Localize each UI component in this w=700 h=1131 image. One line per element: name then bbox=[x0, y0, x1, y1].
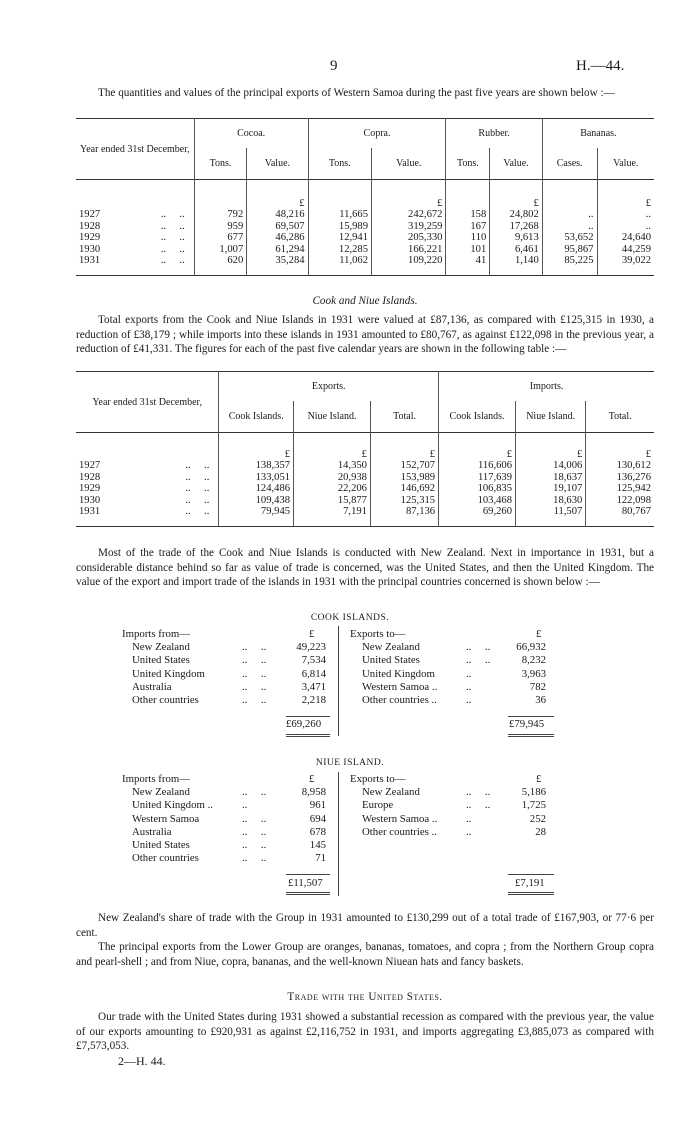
currency-cell: £ bbox=[372, 198, 446, 209]
table-cell: 242,672 bbox=[372, 209, 446, 221]
cook-exports-list bbox=[350, 628, 554, 707]
currency-cell bbox=[446, 198, 490, 209]
table-cell: 1,140 bbox=[490, 255, 543, 267]
amount: 961 bbox=[309, 799, 326, 812]
year-label: 1930 bbox=[79, 494, 101, 506]
table-cell: 125,315 bbox=[370, 495, 438, 507]
table-cell: 12,941 bbox=[308, 232, 371, 244]
cook-niue-table bbox=[76, 371, 654, 527]
leader-dots: .. .. bbox=[160, 209, 185, 220]
leader-dots: .. .. bbox=[185, 506, 210, 517]
leader-dots: .. .. bbox=[466, 786, 491, 799]
niue-imports-heading: Imports from— bbox=[122, 773, 191, 785]
year-cell bbox=[76, 244, 194, 256]
amount: 28 bbox=[535, 825, 546, 838]
leader-dots: .. .. bbox=[242, 839, 267, 852]
country-label: New Zealand bbox=[132, 641, 190, 654]
table-cell: 46,286 bbox=[247, 232, 308, 244]
amount: 8,958 bbox=[301, 786, 326, 799]
table-cell: .. bbox=[597, 209, 654, 221]
cook-imports-double-rule bbox=[286, 734, 330, 735]
intro-paragraph: The quantities and values of the principal exports of Western Samoa during the past five years are shown below :— bbox=[98, 87, 615, 99]
table-cell: 133,051 bbox=[219, 472, 294, 484]
cook-imports-double-rule bbox=[286, 736, 330, 737]
amount: 7,534 bbox=[301, 654, 326, 667]
cook-column-divider bbox=[338, 626, 339, 736]
list-item bbox=[122, 799, 337, 812]
list-item bbox=[122, 668, 337, 681]
country-label: United Kingdom .. bbox=[132, 799, 213, 812]
amount: 36 bbox=[535, 694, 546, 707]
subheader: Total. bbox=[370, 401, 438, 433]
subheader: Value. bbox=[247, 148, 308, 180]
niue-imports-double-rule bbox=[286, 892, 330, 893]
table-cell: 15,989 bbox=[308, 221, 371, 233]
table-cell: .. bbox=[597, 221, 654, 233]
list-item bbox=[122, 641, 337, 654]
table-cell: 24,802 bbox=[490, 209, 543, 221]
table-cell: 39,022 bbox=[597, 255, 654, 267]
niue-exports-double-rule bbox=[508, 894, 554, 895]
nz-share-paragraph: New Zealand's share of trade with the Group in 1931 amounted to £130,299 out of a total trade of £167,903, or 77·6 per cent. bbox=[76, 912, 654, 939]
cook-exports-double-rule bbox=[508, 736, 554, 737]
amount: 2,218 bbox=[301, 694, 326, 707]
year-cell bbox=[76, 483, 219, 495]
document-reference: H.—44. bbox=[576, 58, 625, 74]
table-cell: 53,652 bbox=[542, 232, 597, 244]
table-row bbox=[76, 472, 654, 484]
us-trade-paragraph: Our trade with the United States during 1931 showed a substantial recession as compared with the previous year, the value of our exports amounting to £920,931 as against £2,116,752 in 1931, and imports aggregating £3,885,073 as compared with £7,573,053. bbox=[76, 1011, 654, 1053]
table-cell: 319,259 bbox=[372, 221, 446, 233]
table-cell: 12,285 bbox=[308, 244, 371, 256]
year-cell bbox=[76, 472, 219, 484]
table-cell: 106,835 bbox=[439, 483, 516, 495]
table-cell: 109,438 bbox=[219, 495, 294, 507]
currency-cell: £ bbox=[370, 449, 438, 460]
table-row bbox=[76, 255, 654, 267]
leader-dots: .. bbox=[466, 825, 472, 838]
cook-imports-currency: £ bbox=[309, 628, 315, 640]
table-cell: 41 bbox=[446, 255, 490, 267]
samoa-exports-table bbox=[76, 118, 654, 276]
list-item bbox=[350, 668, 554, 681]
niue-imports-double-rule bbox=[286, 894, 330, 895]
amount: 252 bbox=[529, 812, 546, 825]
leader-dots: .. .. bbox=[185, 460, 210, 471]
table-cell: 138,357 bbox=[219, 460, 294, 472]
table-cell: 79,945 bbox=[219, 506, 294, 518]
year-cell bbox=[76, 232, 194, 244]
subheader: Tons. bbox=[446, 148, 490, 180]
table-cell: 95,867 bbox=[542, 244, 597, 256]
cook-niue-caption: Cook and Niue Islands. bbox=[312, 295, 418, 307]
currency-cell bbox=[542, 198, 597, 209]
table-row bbox=[76, 232, 654, 244]
table-cell: 9,613 bbox=[490, 232, 543, 244]
country-label: United States bbox=[132, 839, 190, 852]
amount: 5,186 bbox=[521, 786, 546, 799]
country-label: Europe bbox=[362, 799, 394, 812]
footer-signature: 2—H. 44. bbox=[118, 1054, 166, 1068]
table-cell: 116,606 bbox=[439, 460, 516, 472]
amount: 71 bbox=[315, 852, 326, 865]
year-label: 1931 bbox=[79, 506, 101, 517]
year-label: 1929 bbox=[79, 232, 101, 243]
country-label: Australia bbox=[132, 825, 172, 838]
table-cell: 7,191 bbox=[294, 506, 371, 518]
leader-dots: .. .. bbox=[242, 812, 267, 825]
table-cell: 1,007 bbox=[194, 244, 247, 256]
table-cell: 11,062 bbox=[308, 255, 371, 267]
table-row bbox=[76, 209, 654, 221]
list-item bbox=[350, 641, 554, 654]
table-row bbox=[76, 244, 654, 256]
table-cell: 19,107 bbox=[516, 483, 586, 495]
list-item bbox=[350, 694, 554, 707]
leader-dots: .. .. bbox=[160, 255, 185, 266]
list-item bbox=[350, 826, 554, 839]
table-row bbox=[76, 506, 654, 518]
year-label: 1930 bbox=[79, 243, 101, 255]
table-cell: 130,612 bbox=[586, 460, 654, 472]
subheader: Cases. bbox=[542, 148, 597, 180]
amount: 678 bbox=[309, 825, 326, 838]
list-item bbox=[122, 694, 337, 707]
table-cell: 69,507 bbox=[247, 221, 308, 233]
subheader: Tons. bbox=[308, 148, 371, 180]
cook-exports-total-rule bbox=[508, 716, 554, 717]
principal-exports-paragraph: The principal exports from the Lower Group are oranges, bananas, tomatoes, and copra ; from the Northern Group copra and pearl-shell ; and from Niue, copra, bananas, and the well-known Niuean hats and fancy baskets. bbox=[76, 941, 654, 968]
group-header-rubber: Rubber. bbox=[446, 119, 542, 148]
year-cell bbox=[76, 209, 194, 221]
currency-cell: £ bbox=[490, 198, 543, 209]
country-label: Western Samoa .. bbox=[362, 812, 438, 825]
leader-dots: .. .. bbox=[242, 641, 267, 654]
table-cell: 18,637 bbox=[516, 472, 586, 484]
year-label: 1927 bbox=[79, 460, 101, 471]
table-cell: 14,006 bbox=[516, 460, 586, 472]
currency-cell: £ bbox=[586, 449, 654, 460]
table-cell: 122,098 bbox=[586, 495, 654, 507]
list-item bbox=[122, 654, 337, 667]
list-item bbox=[122, 826, 337, 839]
table-cell: 17,268 bbox=[490, 221, 543, 233]
table-cell: 18,630 bbox=[516, 495, 586, 507]
subheader: Value. bbox=[597, 148, 654, 180]
table-row bbox=[76, 460, 654, 472]
group-header-bananas: Bananas. bbox=[542, 119, 654, 148]
table-cell: 48,216 bbox=[247, 209, 308, 221]
leader-dots: .. .. bbox=[242, 680, 267, 693]
cook-exports-currency: £ bbox=[536, 628, 542, 640]
table-cell: 20,938 bbox=[294, 472, 371, 484]
country-label: New Zealand bbox=[362, 641, 420, 654]
amount: 66,932 bbox=[516, 641, 546, 654]
leader-dots: .. .. bbox=[242, 852, 267, 865]
cook-niue-paragraph: Total exports from the Cook and Niue Islands in 1931 were valued at £87,136, as compared with £125,315 in 1930, a reduction of £38,179 ; while imports into these islands in 1931 amounted to £80,767, as against £122,098 in the previous year, a reduction of £41,331. The figures for each of the past five calendar years are shown in the following table :— bbox=[76, 314, 654, 356]
subheader: Tons. bbox=[194, 148, 247, 180]
group-header-copra: Copra. bbox=[308, 119, 446, 148]
leader-dots: .. .. bbox=[160, 243, 185, 255]
leader-dots: .. bbox=[466, 667, 472, 680]
table-cell: 87,136 bbox=[370, 506, 438, 518]
amount: 1,725 bbox=[521, 799, 546, 812]
table-cell: 125,942 bbox=[586, 483, 654, 495]
year-label: 1929 bbox=[79, 483, 101, 494]
niue-imports-total-rule bbox=[286, 874, 330, 875]
amount: 145 bbox=[309, 839, 326, 852]
year-column-header: Year ended 31st December, bbox=[80, 143, 190, 155]
table-cell: 792 bbox=[194, 209, 247, 221]
table-cell: 22,206 bbox=[294, 483, 371, 495]
year-column-header: Year ended 31st December, bbox=[92, 396, 202, 408]
country-label: United Kingdom bbox=[362, 667, 435, 680]
table-cell: 677 bbox=[194, 232, 247, 244]
currency-cell: £ bbox=[439, 449, 516, 460]
currency-cell: £ bbox=[247, 198, 308, 209]
leader-dots: .. bbox=[466, 812, 472, 825]
niue-island-title: NIUE ISLAND. bbox=[315, 758, 385, 768]
table-cell: 44,259 bbox=[597, 244, 654, 256]
country-label: Western Samoa bbox=[132, 812, 200, 825]
currency-cell: £ bbox=[597, 198, 654, 209]
page-number: 9 bbox=[330, 58, 338, 74]
group-header-cocoa: Cocoa. bbox=[194, 119, 308, 148]
leader-dots: .. .. bbox=[185, 483, 210, 494]
currency-cell bbox=[194, 198, 247, 209]
table-cell: 61,294 bbox=[247, 244, 308, 256]
currency-cell: £ bbox=[516, 449, 586, 460]
cook-exports-heading: Exports to— bbox=[350, 628, 406, 640]
group-header-imports: Imports. bbox=[439, 372, 654, 401]
table-cell: 24,640 bbox=[597, 232, 654, 244]
niue-imports-list bbox=[122, 773, 337, 865]
table-cell: 80,767 bbox=[586, 506, 654, 518]
year-cell bbox=[76, 221, 194, 233]
country-label: Other countries bbox=[132, 852, 199, 865]
niue-imports-total: £11,507 bbox=[288, 877, 323, 889]
list-item bbox=[350, 799, 554, 812]
currency-cell: £ bbox=[294, 449, 371, 460]
country-label: Other countries .. bbox=[362, 825, 437, 838]
table-cell: 85,225 bbox=[542, 255, 597, 267]
table-cell: 205,330 bbox=[372, 232, 446, 244]
amount: 694 bbox=[309, 812, 326, 825]
subheader: Niue Island. bbox=[516, 401, 586, 433]
subheader: Niue Island. bbox=[294, 401, 371, 433]
table-cell: 959 bbox=[194, 221, 247, 233]
amount: 782 bbox=[529, 680, 546, 693]
niue-exports-heading: Exports to— bbox=[350, 773, 406, 785]
amount: 3,471 bbox=[301, 680, 326, 693]
niue-exports-double-rule bbox=[508, 892, 554, 893]
table-cell: 109,220 bbox=[372, 255, 446, 267]
cook-imports-total-rule bbox=[286, 716, 330, 717]
leader-dots: .. .. bbox=[242, 654, 267, 667]
leader-dots: .. bbox=[466, 680, 472, 693]
table-row bbox=[76, 221, 654, 233]
leader-dots: .. .. bbox=[242, 825, 267, 838]
table-cell: .. bbox=[542, 209, 597, 221]
cook-islands-title: COOK ISLANDS. bbox=[310, 613, 390, 623]
table-cell: 620 bbox=[194, 255, 247, 267]
table-cell: 166,221 bbox=[372, 244, 446, 256]
country-label: Western Samoa .. bbox=[362, 680, 438, 693]
leader-dots: .. .. bbox=[466, 654, 491, 667]
table-cell: 15,877 bbox=[294, 495, 371, 507]
list-item bbox=[350, 654, 554, 667]
table-cell: 117,639 bbox=[439, 472, 516, 484]
niue-exports-list bbox=[350, 773, 554, 839]
cook-exports-double-rule bbox=[508, 734, 554, 735]
list-item bbox=[350, 813, 554, 826]
country-label: Other countries .. bbox=[362, 694, 437, 707]
table-cell: 110 bbox=[446, 232, 490, 244]
list-item bbox=[122, 852, 337, 865]
leader-dots: .. .. bbox=[466, 799, 491, 812]
table-cell: .. bbox=[542, 221, 597, 233]
table-cell: 6,461 bbox=[490, 244, 543, 256]
table-cell: 158 bbox=[446, 209, 490, 221]
amount: 6,814 bbox=[301, 667, 326, 680]
currency-cell: £ bbox=[219, 449, 294, 460]
table-cell: 103,468 bbox=[439, 495, 516, 507]
leader-dots: .. .. bbox=[185, 494, 210, 506]
table-cell: 146,692 bbox=[370, 483, 438, 495]
amount: 8,232 bbox=[521, 654, 546, 667]
leader-dots: .. bbox=[242, 799, 248, 812]
leader-dots: .. .. bbox=[242, 786, 267, 799]
cook-imports-list bbox=[122, 628, 337, 707]
year-label: 1928 bbox=[79, 471, 101, 483]
group-header-exports: Exports. bbox=[219, 372, 439, 401]
list-item bbox=[350, 681, 554, 694]
country-label: United States bbox=[362, 654, 420, 667]
country-label: Other countries bbox=[132, 694, 199, 707]
leader-dots: .. .. bbox=[160, 232, 185, 243]
table-cell: 14,350 bbox=[294, 460, 371, 472]
country-label: United States bbox=[132, 654, 190, 667]
year-cell bbox=[76, 255, 194, 267]
table-cell: 35,284 bbox=[247, 255, 308, 267]
currency-cell bbox=[308, 198, 371, 209]
leader-dots: .. bbox=[466, 694, 472, 707]
niue-column-divider bbox=[338, 772, 339, 896]
year-cell bbox=[76, 460, 219, 472]
table-row bbox=[76, 495, 654, 507]
table-cell: 136,276 bbox=[586, 472, 654, 484]
table-cell: 152,707 bbox=[370, 460, 438, 472]
cook-exports-total: £79,945 bbox=[509, 718, 545, 730]
amount: 3,963 bbox=[521, 667, 546, 680]
leader-dots: .. .. bbox=[160, 220, 185, 232]
year-cell bbox=[76, 506, 219, 518]
table-cell: 11,507 bbox=[516, 506, 586, 518]
list-item bbox=[350, 786, 554, 799]
niue-exports-currency: £ bbox=[536, 773, 542, 785]
list-item bbox=[122, 681, 337, 694]
subheader: Cook Islands. bbox=[439, 401, 516, 433]
country-label: Australia bbox=[132, 680, 172, 693]
year-label: 1931 bbox=[79, 255, 101, 266]
leader-dots: .. .. bbox=[242, 667, 267, 680]
subheader: Value. bbox=[372, 148, 446, 180]
trade-paragraph: Most of the trade of the Cook and Niue Islands is conducted with New Zealand. Next in importance in 1931, but a considerable distance behind so far as value of trade is concerned, was the United States, and then the United Kingdom. The value of the export and import trade of the islands in 1931 with the principal countries concerned is shown below :— bbox=[76, 547, 654, 589]
list-item bbox=[122, 813, 337, 826]
table-cell: 167 bbox=[446, 221, 490, 233]
year-cell bbox=[76, 495, 219, 507]
country-label: United Kingdom bbox=[132, 667, 205, 680]
subheader: Total. bbox=[586, 401, 654, 433]
table-cell: 101 bbox=[446, 244, 490, 256]
list-item bbox=[122, 786, 337, 799]
year-label: 1927 bbox=[79, 209, 101, 220]
table-row bbox=[76, 483, 654, 495]
table-cell: 69,260 bbox=[439, 506, 516, 518]
subheader: Cook Islands. bbox=[219, 401, 294, 433]
subheader: Value. bbox=[490, 148, 543, 180]
leader-dots: .. .. bbox=[242, 694, 267, 707]
table-cell: 124,486 bbox=[219, 483, 294, 495]
niue-exports-total-rule bbox=[508, 874, 554, 875]
year-label: 1928 bbox=[79, 220, 101, 232]
country-label: New Zealand bbox=[132, 786, 190, 799]
niue-imports-currency: £ bbox=[309, 773, 315, 785]
table-cell: 11,665 bbox=[308, 209, 371, 221]
table-cell: 153,989 bbox=[370, 472, 438, 484]
cook-imports-heading: Imports from— bbox=[122, 628, 191, 640]
list-item bbox=[122, 839, 337, 852]
leader-dots: .. .. bbox=[466, 641, 491, 654]
country-label: New Zealand bbox=[362, 786, 420, 799]
leader-dots: .. .. bbox=[185, 471, 210, 483]
cook-imports-total: £69,260 bbox=[286, 718, 322, 730]
amount: 49,223 bbox=[296, 641, 326, 654]
us-trade-caption: Trade with the United States. bbox=[287, 991, 443, 1003]
niue-exports-total: £7,191 bbox=[515, 877, 545, 889]
